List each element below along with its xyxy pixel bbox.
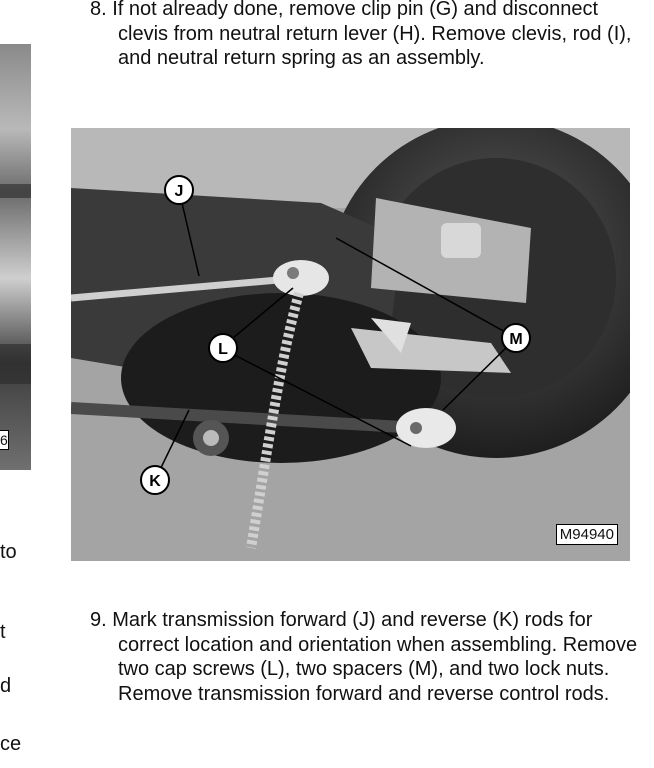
- left-column-photo: [0, 44, 31, 470]
- svg-text:M: M: [509, 331, 523, 348]
- left-figure-tag: 6: [0, 432, 8, 448]
- step-9-number: 9.: [90, 609, 107, 631]
- callout-m: [502, 324, 530, 352]
- left-text-fragment: t: [0, 621, 6, 643]
- svg-text:K: K: [149, 473, 161, 490]
- callout-l: [209, 334, 237, 362]
- step-8-number: 8.: [90, 0, 107, 20]
- step-8-text: If not already done, remove clip pin (G) and disconnect clevis from neutral return lever (H). Remove clevis, rod (I), and neutral return spring as an assembly.: [112, 0, 632, 69]
- left-text-fragment: d: [0, 675, 12, 697]
- svg-text:L: L: [218, 341, 228, 358]
- step-9: [90, 608, 640, 706]
- callout-j: [165, 176, 193, 204]
- figure-photo: [71, 128, 630, 561]
- svg-text:J: J: [174, 183, 184, 200]
- callout-k: [141, 466, 169, 494]
- photo-illustration: [71, 128, 630, 561]
- figure-id-label: M94940: [556, 524, 618, 545]
- step-9-text: Mark transmission forward (J) and reverse (K) rods for correct location and orientation when assembling. Remove two cap screws (L), two spacers (M), and two lock nuts. Remove transmission forward and reverse control rods.: [112, 609, 638, 705]
- left-text-fragment: to: [0, 541, 17, 563]
- left-text-fragment: ce: [0, 733, 22, 755]
- step-8: [90, 0, 640, 71]
